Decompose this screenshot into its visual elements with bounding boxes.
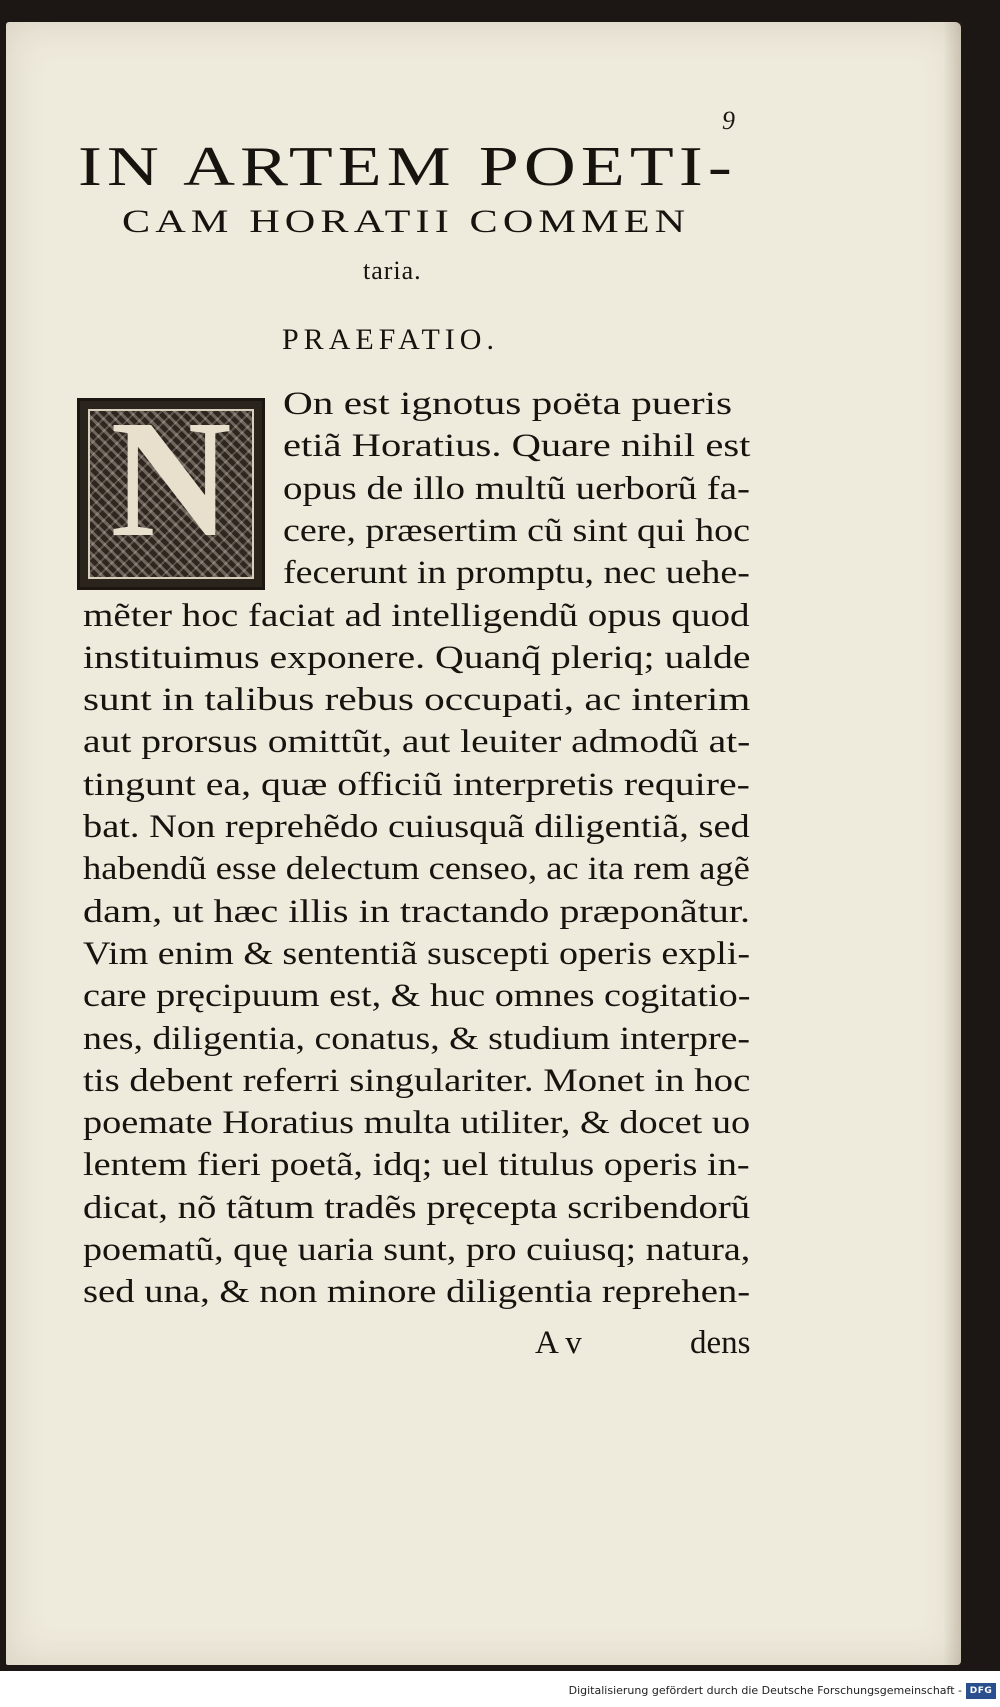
text-line: instituimus exponere. Quanq̃ pleriq; ualde <box>83 639 751 676</box>
folio-number: 9 <box>722 106 735 135</box>
footer-strip <box>0 1671 1000 1707</box>
text-line: dicat, nõ tãtum tradẽs pręcepta scribendorũ <box>83 1189 751 1226</box>
text-line: cere, præsertim cũ sint qui hoc <box>283 512 751 549</box>
text-line: habendũ esse delectum censeo, ac ita rem agẽ <box>83 851 750 888</box>
title-line-1: IN ARTEM POETI- <box>78 136 737 198</box>
text-line: sunt in talibus rebus occupati, ac interim <box>83 682 751 719</box>
text-line: nes, diligentia, conatus, & studium interpre- <box>83 1020 751 1057</box>
text-line: tingunt ea, quæ officiũ interpretis require- <box>83 766 750 803</box>
text-line: etiã Horatius. Quare nihil est <box>283 428 751 465</box>
digitization-credit: Digitalisierung gefördert durch die Deutsche Forschungsgemeinschaft - <box>568 1684 962 1697</box>
text-line: Vim enim & sententiã suscepti operis expli- <box>83 935 751 972</box>
section-heading: PRAEFATIO. <box>282 323 499 356</box>
text-line: fecerunt in promptu, nec uehe- <box>283 555 750 592</box>
signature-mark: A v <box>535 1325 582 1361</box>
text-line: care pręcipuum est, & huc omnes cogitatio- <box>83 978 751 1015</box>
text-line: lentem fieri poetã, idq; uel titulus operis in- <box>83 1147 750 1184</box>
page-edge-shadow <box>943 22 961 1665</box>
dfg-logo: DFG <box>966 1683 996 1699</box>
text-line: poematũ, quę uaria sunt, pro cuiusq; natura, <box>83 1232 751 1268</box>
text-line: poemate Horatius multa utiliter, & docet uo <box>83 1105 751 1142</box>
text-line: sed una, & non minore diligentia reprehen- <box>83 1274 751 1311</box>
decorated-initial <box>77 398 265 590</box>
text-line: aut prorsus omittũt, aut leuiter admodũ at- <box>83 724 751 761</box>
text-line: bat. Non reprehẽdo cuiusquã diligentiã, sed <box>83 809 750 845</box>
title-line-2: CAM HORATII COMMEN <box>122 204 691 240</box>
initial-letter: N <box>110 398 232 572</box>
text-line: On est ignotus poëta pueris <box>283 386 733 422</box>
text-line: mẽter hoc faciat ad intelligendũ opus quod <box>83 597 750 634</box>
title-line-3: taria. <box>363 256 422 285</box>
text-line: dam, ut hæc illis in tractando præponãtur. <box>83 893 751 930</box>
catchword: dens <box>690 1325 751 1361</box>
text-line: opus de illo multũ uerborũ fa- <box>283 470 751 507</box>
text-line: tis debent referri singulariter. Monet in hoc <box>83 1062 751 1099</box>
